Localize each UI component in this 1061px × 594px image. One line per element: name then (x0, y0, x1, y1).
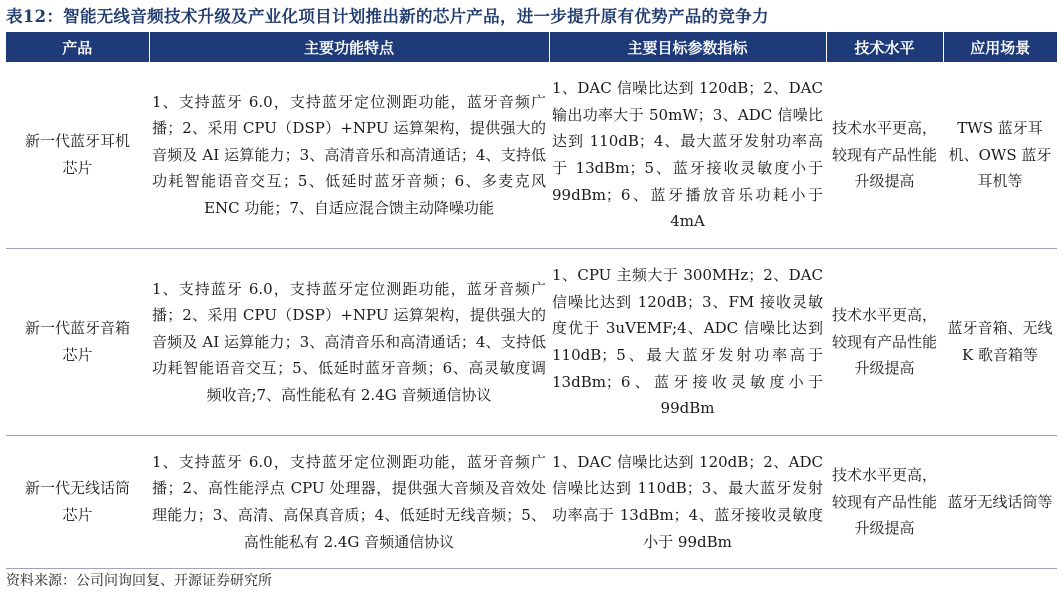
product-cell (6, 62, 149, 249)
table-title: 表12：智能无线音频技术升级及产业化项目计划推出新的芯片产品，进一步提升原有优势产品的竞争力 (6, 7, 769, 26)
application-cell: 蓝牙无线话筒等 (943, 436, 1057, 569)
level-cell: 技术水平更高，较现有产品性能升级提高 (826, 62, 943, 249)
level-cell: 技术水平更高，较现有产品性能升级提高 (826, 249, 943, 436)
header-params: 主要目标参数指标 (549, 32, 826, 62)
product-cell (6, 436, 149, 569)
application-cell: 蓝牙音箱、无线 K 歌音箱等 (943, 249, 1057, 436)
features-cell: 1、支持蓝牙 6.0，支持蓝牙定位测距功能，蓝牙音频广播；2、采用 CPU（DSP）+NPU 运算架构，提供强大的音频及 AI 运算能力；3、高清音乐和高清通话；4、支持低功耗智能语音交互；5、低延时蓝牙音频；6、多麦克风 ENC 功能；7、自适应混合馈主动降噪功能 (149, 62, 549, 249)
application-cell: TWS 蓝牙耳机、OWS 蓝牙耳机等 (943, 62, 1057, 249)
product-table (6, 32, 1057, 569)
params-cell: 1、DAC 信噪比达到 120dB；2、ADC 信噪比达到 110dB；3、最大蓝牙发射功率高于 13dBm；4、蓝牙接收灵敏度小于 99dBm (549, 436, 826, 569)
table-row (6, 436, 1057, 569)
product-cell (6, 249, 149, 436)
header-product: 产品 (6, 32, 149, 62)
header-application: 应用场景 (943, 32, 1057, 62)
params-cell: 1、CPU 主频大于 300MHz；2、DAC 信噪比达到 120dB；3、FM 接收灵敏度优于 3uVEMF;4、ADC 信噪比达到 110dB；5、最大蓝牙发射功率高于 13dBm；6、蓝牙接收灵敏度小于 99dBm (549, 249, 826, 436)
product-name: 新一代蓝牙音箱芯片 (24, 319, 130, 364)
table-row (6, 62, 1057, 249)
features-cell: 1、支持蓝牙 6.0，支持蓝牙定位测距功能，蓝牙音频广播；2、高性能浮点 CPU 处理器，提供强大音频及音效处理能力；3、高清、高保真音质；4、低延时无线音频；5、高性能私有 2.4G 音频通信协议 (149, 436, 549, 569)
source-note: 资料来源：公司问询回复、开源证券研究所 (6, 573, 272, 589)
header-level: 技术水平 (826, 32, 943, 62)
product-name: 新一代无线话筒芯片 (24, 479, 130, 524)
header-features: 主要功能特点 (149, 32, 549, 62)
table-header-row (6, 32, 1057, 62)
product-name: 新一代蓝牙耳机芯片 (24, 132, 130, 177)
features-cell: 1、支持蓝牙 6.0，支持蓝牙定位测距功能，蓝牙音频广播；2、采用 CPU（DSP）+NPU 运算架构，提供强大的音频及 AI 运算能力；3、高清音乐和高清通话；4、支持低功耗智能语音交互；5、低延时蓝牙音频；6、高灵敏度调频收音;7、高性能私有 2.4G 音频通信协议 (149, 249, 549, 436)
params-cell: 1、DAC 信噪比达到 120dB；2、DAC 输出功率大于 50mW；3、ADC 信噪比达到 110dB；4、最大蓝牙发射功率高于 13dBm；5、蓝牙接收灵敏度小于 99dBm；6、蓝牙播放音乐功耗小于 4mA (549, 62, 826, 249)
table-row (6, 249, 1057, 436)
level-cell: 技术水平更高，较现有产品性能升级提高 (826, 436, 943, 569)
